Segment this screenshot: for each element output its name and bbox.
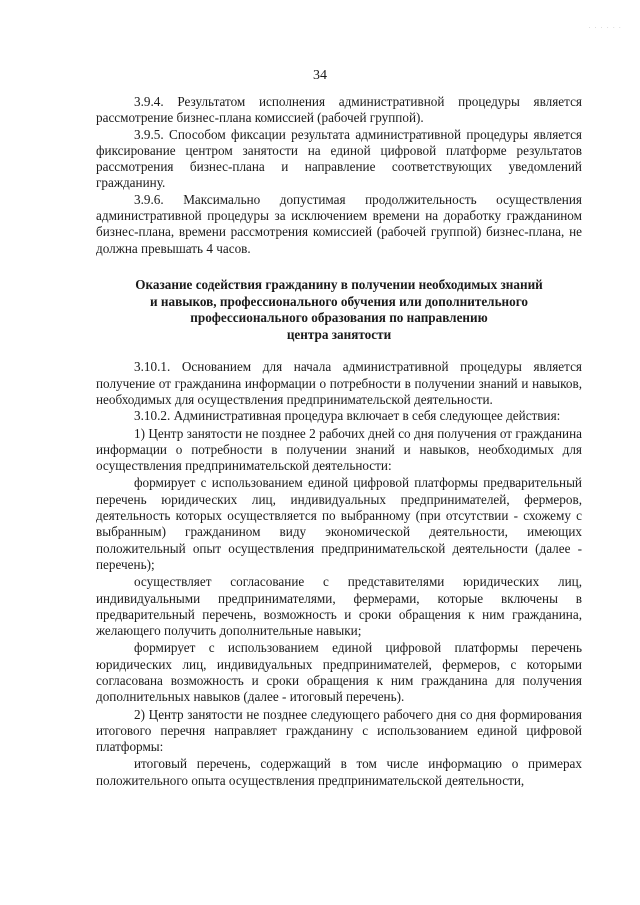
heading-line: профессионального образования по направлению <box>190 310 488 326</box>
heading-line: Оказание содействия гражданину в получении необходимых знаний <box>135 276 543 292</box>
scan-corner-mark: · · · · · · <box>588 24 622 32</box>
sub-item-final-list-info: итоговый перечень, содержащий в том числе информацию о примерах положительного опыта осуществления предпринимательской деятельности, <box>96 756 582 788</box>
heading-line: центра занятости <box>286 326 392 342</box>
paragraph-3-9-6: 3.9.6. Максимально допустимая продолжительность осуществления административной процедуры за исключением времени на доработку гражданином бизнес-плана, времени рассмотрения комиссией (рабочей группой) бизнес-плана, не должна превышать 4 часов. <box>96 191 582 256</box>
paragraph-3-9-4: 3.9.4. Результатом исполнения административной процедуры является рассмотрение бизнес-плана комиссией (рабочей группой). <box>96 94 582 126</box>
document-body <box>96 94 582 789</box>
section-heading <box>96 277 582 343</box>
sub-item-coordinates: осуществляет согласование с представителями юридических лиц, индивидуальными предпринимателями, фермерами, которые включены в предварительный перечень, возможность и сроки обращения к ним гражданина, желающего получить дополнительные навыки; <box>96 574 582 639</box>
list-item-2: 2) Центр занятости не позднее следующего рабочего дня со дня формирования итогового перечня направляет гражданину с использованием единой цифровой платформы: <box>96 706 582 755</box>
list-item-1: 1) Центр занятости не позднее 2 рабочих дней со дня получения от гражданина информации о потребности в получении знаний и навыков, необходимых для осуществления предпринимательской деятельности: <box>96 425 582 474</box>
heading-line: и навыков, профессионального обучения или дополнительного <box>149 293 528 309</box>
sub-item-forms-final-list: формирует с использованием единой цифровой платформы перечень юридических лиц, индивидуальных предпринимателей, фермеров, с которыми согласована возможность и сроки обращения к ним гражданина для получения дополнительных навыков (далее - итоговый перечень). <box>96 640 582 705</box>
sub-item-forms-preliminary-list: формирует с использованием единой цифровой платформы предварительный перечень юридических лиц, индивидуальных предпринимателей, фермеров, деятельность которых осуществляется по выбранному (при отсутствии - схожему с выбранным) гражданином виду экономической деятельности, имеющих положительный опыт осуществления предпринимательской деятельности (далее - перечень); <box>96 475 582 572</box>
paragraph-3-10-1: 3.10.1. Основанием для начала административной процедуры является получение от гражданина информации о потребности в получении знаний и навыков, необходимых для осуществления предпринимательской деятельности. <box>96 359 582 407</box>
paragraph-3-10-2: 3.10.2. Административная процедура включает в себя следующее действия: <box>134 408 561 424</box>
paragraph-3-9-5: 3.9.5. Способом фиксации результата административной процедуры является фиксирование центром занятости на единой цифровой платформе результатов рассмотрения бизнес-плана и направление соответствующих уведомлений гражданину. <box>96 126 582 191</box>
page-number: 34 <box>313 68 327 83</box>
